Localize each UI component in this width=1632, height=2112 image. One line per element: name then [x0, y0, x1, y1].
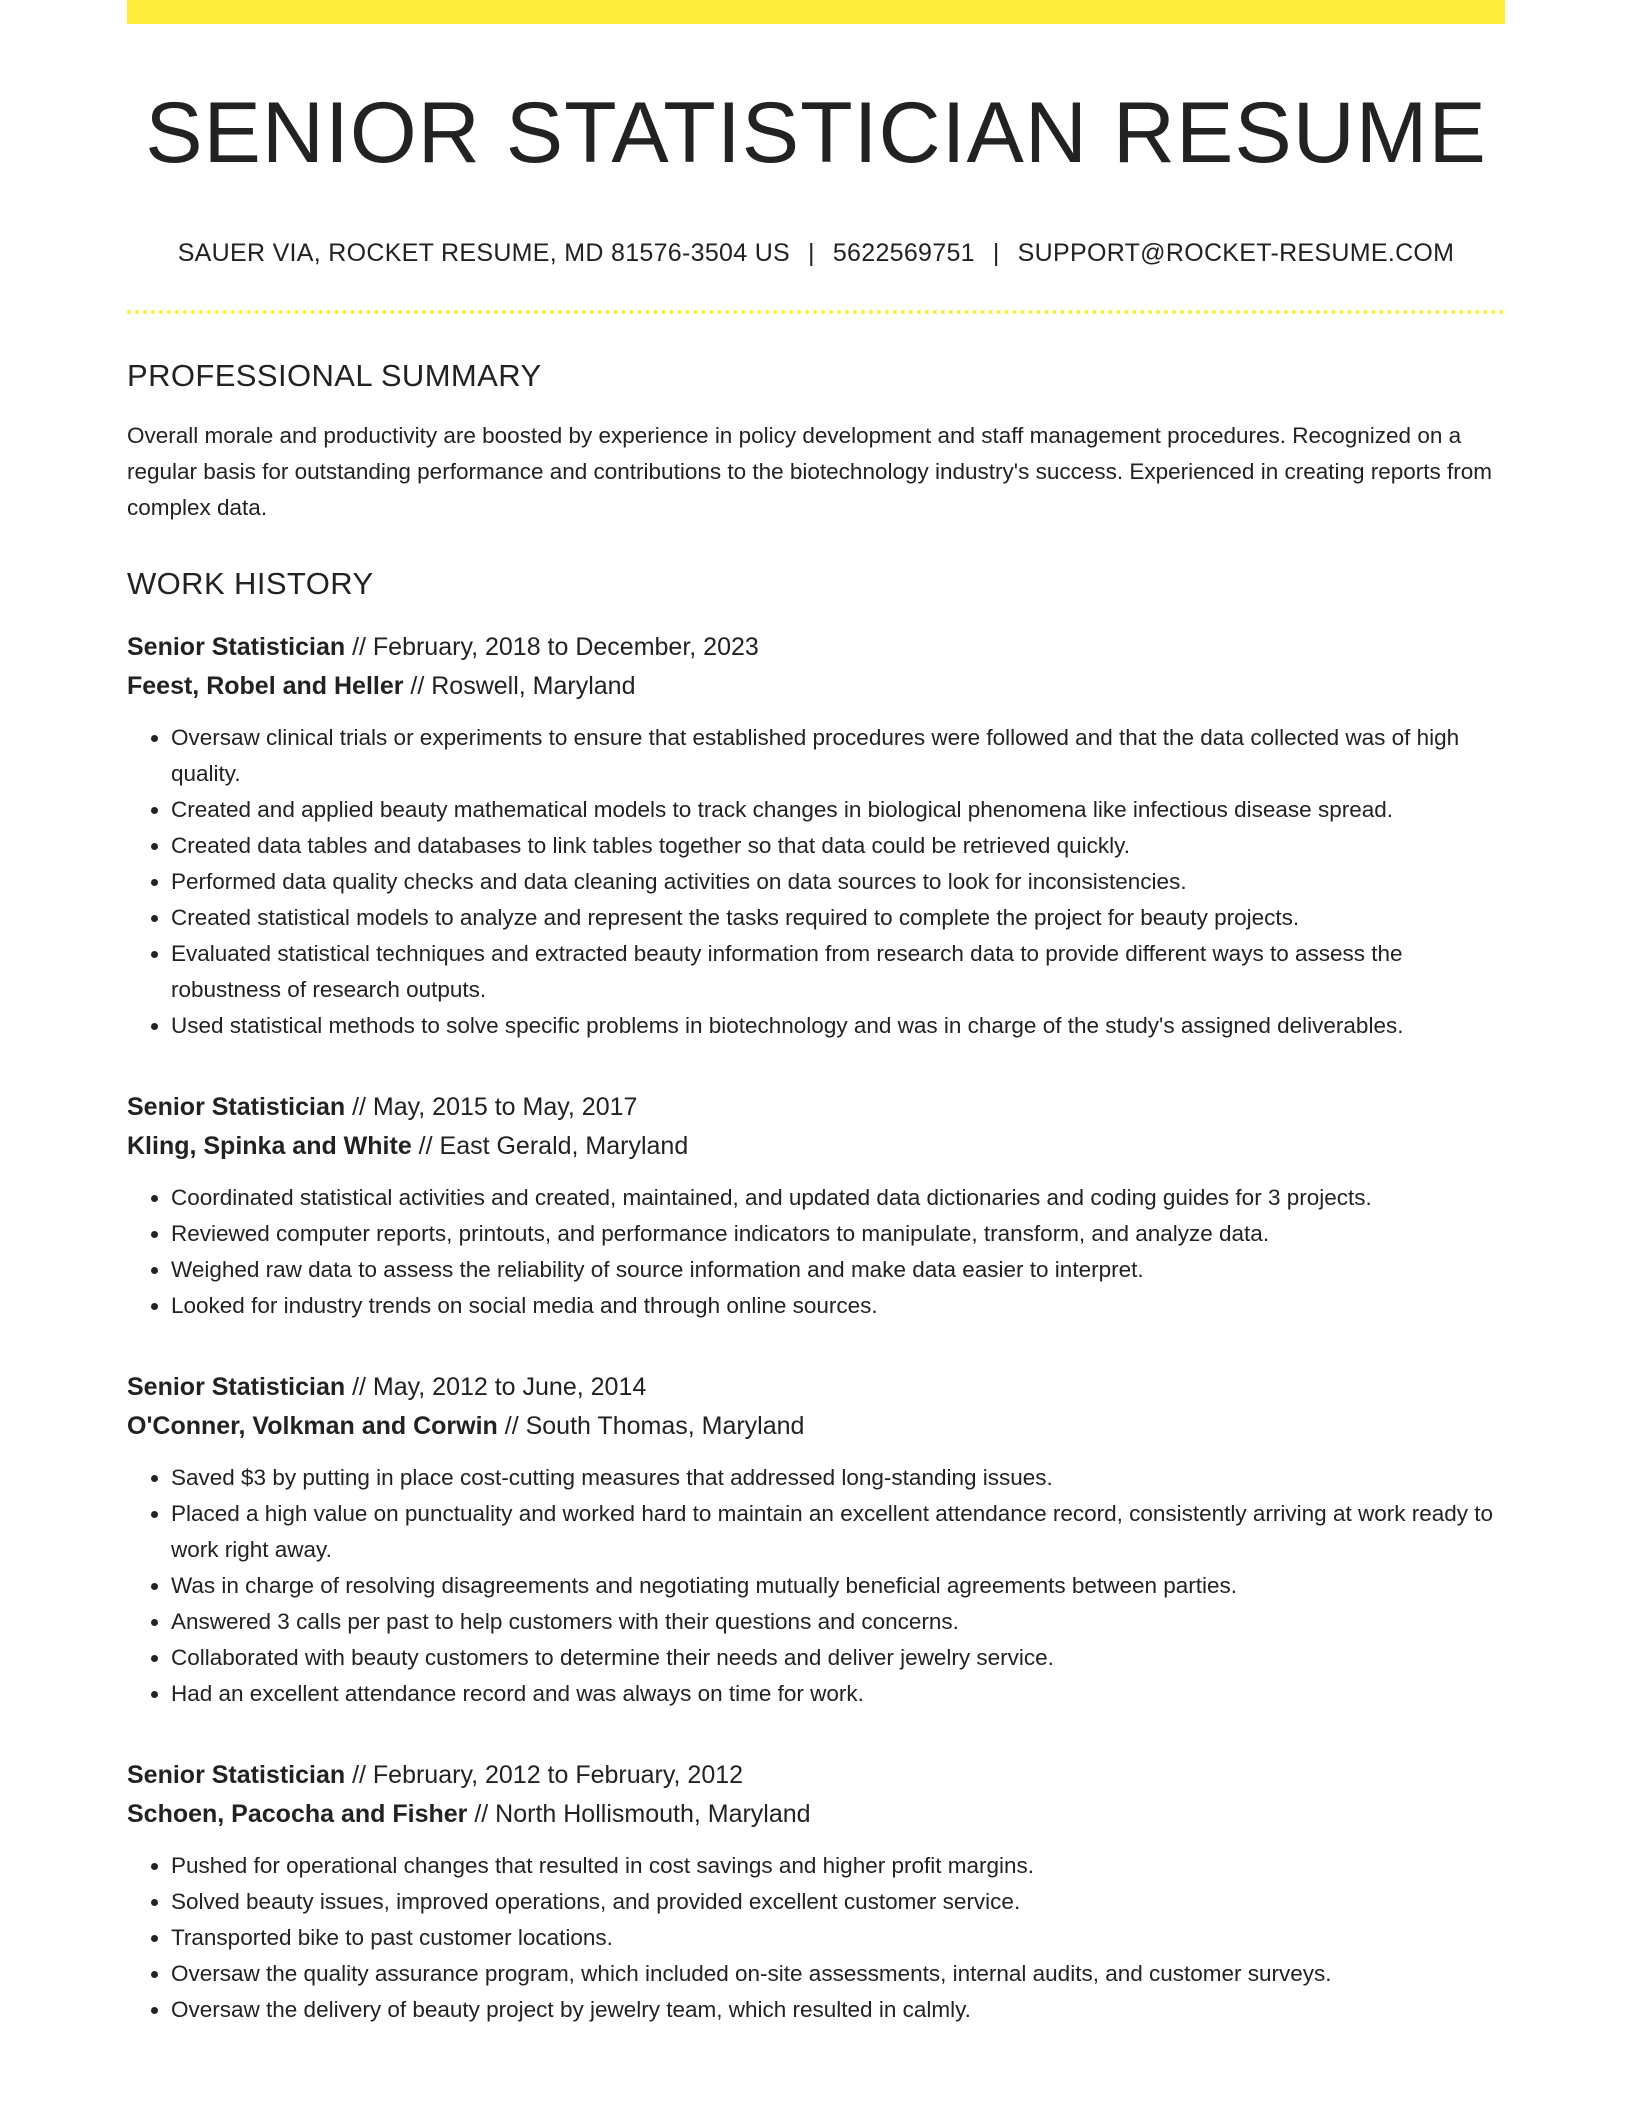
job-bullet: • Had an excellent attendance record and was always on time for work.: [171, 1676, 1505, 1712]
job-entry: [127, 628, 1505, 1044]
job-dates: // May, 2015 to May, 2017: [345, 1092, 638, 1121]
job-bullet: • Created statistical models to analyze and represent the tasks required to complete the project for beauty projects.: [171, 900, 1505, 936]
job-company: Schoen, Pacocha and Fisher: [127, 1799, 468, 1828]
job-role-line: [127, 628, 1505, 667]
resume-title: SENIOR STATISTICIAN RESUME: [145, 85, 1487, 181]
job-bullets: [127, 720, 1505, 1044]
job-bullet: • Answered 3 calls per past to help customers with their questions and concerns.: [171, 1604, 1505, 1640]
job-bullet: • Oversaw the delivery of beauty project by jewelry team, which resulted in calmly.: [171, 1992, 1505, 2028]
contact-email: SUPPORT@ROCKET-RESUME.COM: [1017, 238, 1455, 267]
job-company-line: [127, 1795, 1505, 1834]
job-bullet: • Oversaw clinical trials or experiments to ensure that established procedures were followed and that the data collected was of high quality.: [171, 720, 1505, 792]
job-dates: // February, 2012 to February, 2012: [345, 1760, 744, 1789]
contact-address: SAUER VIA, ROCKET RESUME, MD 81576-3504 US: [177, 238, 791, 267]
job-bullet: • Coordinated statistical activities and created, maintained, and updated data dictionaries and coding guides for 3 projects.: [171, 1180, 1505, 1216]
job-bullet: • Evaluated statistical techniques and extracted beauty information from research data to provide different ways to assess the robustness of research outputs.: [171, 936, 1505, 1008]
job-bullets: [127, 1180, 1505, 1324]
job-entry: [127, 1368, 1505, 1712]
job-role-line: [127, 1756, 1505, 1795]
job-bullet: • Created data tables and databases to link tables together so that data could be retrieved quickly.: [171, 828, 1505, 864]
summary-text: Overall morale and productivity are boosted by experience in policy development and staff management procedures. Recognized on a regular basis for outstanding performance and contributions to the biotechnology industry's success. Experienced in creating reports from complex data.: [127, 422, 1493, 520]
contact-line: [127, 239, 1505, 268]
job-bullet: • Reviewed computer reports, printouts, and performance indicators to manipulate, transform, and analyze data.: [171, 1216, 1505, 1252]
job-bullet: • Pushed for operational changes that resulted in cost savings and higher profit margins.: [171, 1848, 1505, 1884]
job-company-line: [127, 1407, 1505, 1446]
job-role-line: [127, 1088, 1505, 1127]
summary-heading: PROFESSIONAL SUMMARY: [127, 357, 542, 393]
job-company: O'Conner, Volkman and Corwin: [127, 1411, 498, 1440]
job-location: // South Thomas, Maryland: [497, 1411, 805, 1440]
job-bullet: • Transported bike to past customer locations.: [171, 1920, 1505, 1956]
job-entry: [127, 1088, 1505, 1324]
accent-top-bar: [127, 0, 1505, 24]
contact-phone: 5622569751: [832, 238, 975, 267]
job-dates: // May, 2012 to June, 2014: [345, 1372, 647, 1401]
job-bullet: • Collaborated with beauty customers to determine their needs and deliver jewelry service.: [171, 1640, 1505, 1676]
job-role: Senior Statistician: [127, 1092, 346, 1121]
contact-separator: |: [808, 238, 815, 267]
job-bullet: • Performed data quality checks and data cleaning activities on data sources to look for inconsistencies.: [171, 864, 1505, 900]
job-entry: [127, 1756, 1505, 2028]
job-location: // Roswell, Maryland: [403, 671, 636, 700]
job-company-line: [127, 1127, 1505, 1166]
job-bullet: • Was in charge of resolving disagreements and negotiating mutually beneficial agreements between parties.: [171, 1568, 1505, 1604]
job-role-line: [127, 1368, 1505, 1407]
job-role: Senior Statistician: [127, 1372, 346, 1401]
contact-separator: |: [992, 238, 1000, 267]
job-bullet: • Weighed raw data to assess the reliability of source information and make data easier to interpret.: [171, 1252, 1505, 1288]
job-bullet: • Created and applied beauty mathematical models to track changes in biological phenomena like infectious disease spread.: [171, 792, 1505, 828]
work-history-heading: WORK HISTORY: [127, 565, 374, 601]
job-bullet: • Oversaw the quality assurance program, which included on-site assessments, internal audits, and customer surveys.: [171, 1956, 1505, 1992]
resume-page: [127, 0, 1505, 2028]
job-bullet: • Placed a high value on punctuality and worked hard to maintain an excellent attendance record, consistently arriving at work ready to work right away.: [171, 1496, 1505, 1568]
job-company: Kling, Spinka and White: [127, 1131, 412, 1160]
job-bullet: • Solved beauty issues, improved operations, and provided excellent customer service.: [171, 1884, 1505, 1920]
job-bullets: [127, 1848, 1505, 2028]
job-bullet: • Looked for industry trends on social media and through online sources.: [171, 1288, 1505, 1324]
job-role: Senior Statistician: [127, 632, 346, 661]
job-company-line: [127, 667, 1505, 706]
job-location: // East Gerald, Maryland: [411, 1131, 689, 1160]
job-bullets: [127, 1460, 1505, 1712]
job-location: // North Hollismouth, Maryland: [467, 1799, 811, 1828]
job-role: Senior Statistician: [127, 1760, 346, 1789]
job-company: Feest, Robel and Heller: [127, 671, 404, 700]
job-dates: // February, 2018 to December, 2023: [345, 632, 759, 661]
job-bullet: • Used statistical methods to solve specific problems in biotechnology and was in charge of the study's assigned deliverables.: [171, 1008, 1505, 1044]
job-bullet: • Saved $3 by putting in place cost-cutting measures that addressed long-standing issues.: [171, 1460, 1505, 1496]
dotted-divider: [127, 310, 1505, 314]
